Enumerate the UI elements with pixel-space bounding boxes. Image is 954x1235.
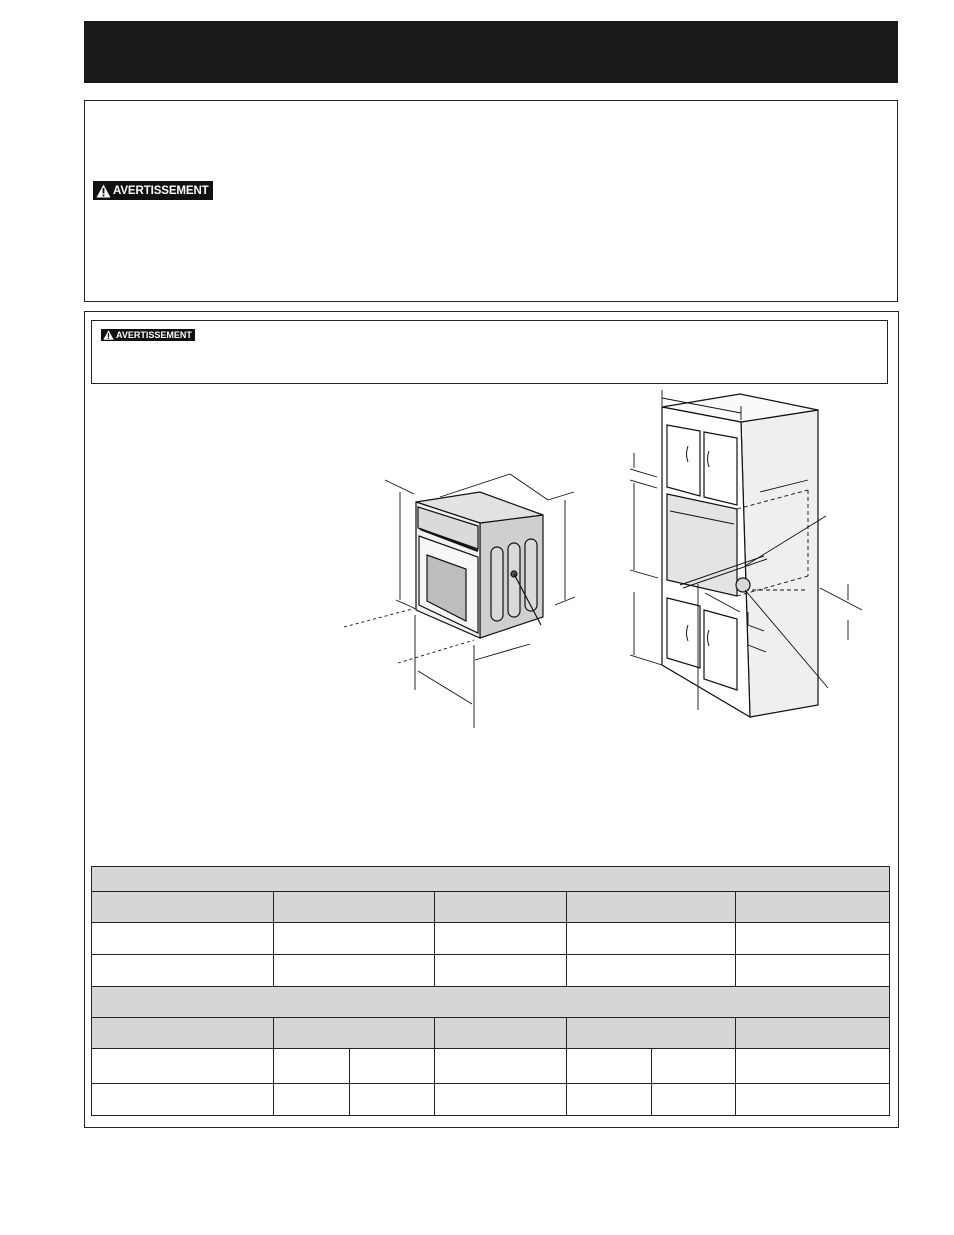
warning-label-small: AVERTISSEMENT	[116, 330, 192, 340]
table-cell	[350, 1049, 435, 1084]
table-cell	[274, 1049, 350, 1084]
table-cell	[274, 923, 435, 955]
table-cell	[92, 1049, 274, 1084]
table-cell	[92, 892, 274, 923]
table-header-row	[92, 892, 890, 923]
table-cell	[652, 1084, 736, 1116]
table-section-header	[92, 867, 890, 892]
table-cell	[736, 1049, 890, 1084]
table-cell	[435, 955, 567, 987]
table-cell	[92, 867, 890, 892]
table-cell	[567, 1018, 736, 1049]
table-cell	[567, 1084, 652, 1116]
table-row	[92, 1084, 890, 1116]
warning-label: AVERTISSEMENT	[113, 184, 209, 197]
table-cell	[92, 955, 274, 987]
table-cell	[567, 955, 736, 987]
table-cell	[736, 923, 890, 955]
table-cell	[567, 1049, 652, 1084]
table-cell	[92, 1018, 274, 1049]
table-cell	[736, 955, 890, 987]
table-cell	[92, 923, 274, 955]
table-row	[92, 1049, 890, 1084]
table-cell	[736, 1018, 890, 1049]
table-row	[92, 923, 890, 955]
table-cell	[435, 1084, 567, 1116]
table-cell	[274, 955, 435, 987]
table-cell	[274, 1018, 435, 1049]
table-cell	[435, 892, 567, 923]
table-cell	[435, 1018, 567, 1049]
table-header-row	[92, 1018, 890, 1049]
table-cell	[435, 923, 567, 955]
dimension-table	[91, 866, 890, 1116]
table-cell	[350, 1084, 435, 1116]
table-cell	[567, 892, 736, 923]
table-cell	[274, 892, 435, 923]
table-cell	[92, 1084, 274, 1116]
cabinet-cutout-illustration	[630, 390, 862, 717]
oven-illustration	[344, 474, 575, 728]
table-row	[92, 955, 890, 987]
table-cell	[736, 1084, 890, 1116]
table-cell	[435, 1049, 567, 1084]
table-cell	[567, 923, 736, 955]
table-cell	[652, 1049, 736, 1084]
table-cell	[736, 892, 890, 923]
table-cell	[92, 987, 890, 1018]
table-section-header	[92, 987, 890, 1018]
table-cell	[274, 1084, 350, 1116]
